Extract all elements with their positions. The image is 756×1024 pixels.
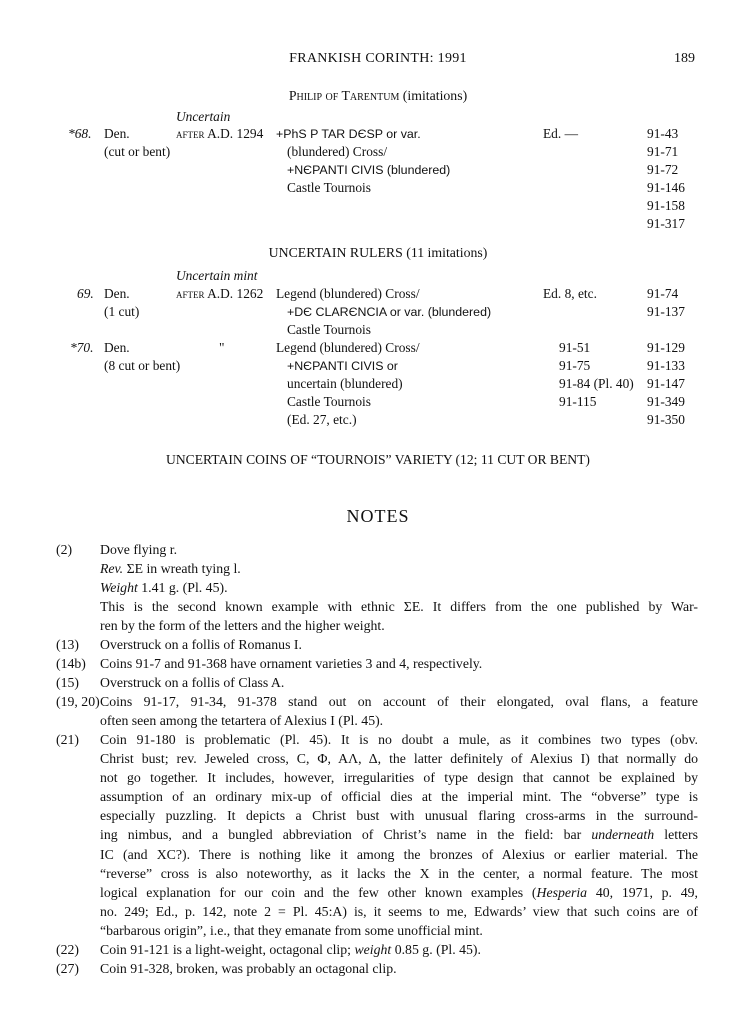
note-line (100, 883, 698, 902)
note-number: (14b) (56, 656, 86, 671)
description-line: Castle Tournois (287, 394, 371, 409)
note-line: Dove flying r. (100, 542, 178, 557)
note-line: not go together. It includes, however, irregularities of type design that cannot be explained by (100, 770, 698, 786)
date: after A.D. 1262 (176, 286, 264, 301)
inventory-number: 91-350 (647, 412, 685, 427)
inventory-number: 91-72 (647, 162, 679, 177)
date: after A.D. 1294 (176, 126, 264, 141)
note-line: Overstruck on a follis of Class A. (100, 675, 285, 690)
note-line: Coin 91-328, broken, was probably an octagonal clip. (100, 961, 397, 976)
note-line: often seen among the tetartera of Alexius I (Pl. 45). (100, 713, 384, 729)
inventory-number: 91-146 (647, 180, 685, 195)
reverse-legend (287, 303, 491, 321)
note-number: (19, 20) (56, 694, 100, 709)
note-text: 40, 1971, p. 49, (595, 884, 699, 900)
label-weight: weight (354, 942, 392, 957)
edwards-reference: Ed. 8, etc. (543, 286, 597, 301)
running-header: FRANKISH CORINTH: 1991 (289, 51, 467, 66)
description-line: Castle Tournois (287, 180, 371, 195)
note-text: 1.41 g. (Pl. 45). (141, 580, 228, 596)
inventory-number: 91-43 (647, 126, 679, 141)
section-heading-philip (0, 88, 756, 104)
note-line (100, 559, 698, 578)
description-line: (blundered) Cross/ (287, 144, 388, 159)
reverse-legend: +NЄPANTI CIVIS (blundered) (287, 163, 451, 177)
inventory-number: 91-133 (647, 358, 685, 373)
label-rev: Rev. (100, 561, 124, 577)
denomination: Den. (104, 126, 130, 141)
inventory-number: 91-317 (647, 216, 685, 231)
note-number: (22) (56, 942, 79, 957)
note-number: (21) (56, 732, 79, 747)
description-line: (Ed. 27, etc.) (287, 412, 357, 427)
note-number: (15) (56, 675, 79, 690)
inventory-number: 91-75 (559, 358, 591, 373)
legend-text: +NЄPANTI CIVIS or (287, 359, 398, 373)
note-line: “barbarous origin”, i.e., that they emanate from some unofficial mint. (100, 922, 483, 938)
note-line: This is the second known example with ethnic ΣE. It differs from the one published by War- (100, 599, 698, 615)
note-13 (56, 635, 698, 654)
emphasis: underneath (591, 827, 655, 843)
inventory-number: 91-84 (Pl. 40) (559, 376, 634, 391)
note-number: (13) (56, 637, 79, 652)
reverse-legend (287, 357, 398, 375)
note-line: especially puzzling. It depicts a Christ bust with unusual flaring cross-arms in the surround- (100, 808, 698, 824)
obverse-legend: +PhS P TAR DЄSP or var. (276, 127, 421, 141)
description-line: uncertain (blundered) (287, 376, 403, 391)
note-line: “reverse” cross is also noteworthy, as it lacks the X in the center, a normal feature. The most (100, 865, 698, 881)
note-text: logical explanation for our coin and the few other known examples ( (100, 884, 537, 900)
page-number: 189 (674, 51, 695, 66)
note-text: ing nimbus, and a bungled abbreviation of Christ’s name in the field: bar (100, 827, 582, 843)
note-line: Coin 91-180 is problematic (Pl. 45). It is no doubt a mule, as it combines two types (obv. (100, 732, 698, 747)
note-line: assumption of an ordinary mix-up of official dies at the imperial mint. The “obverse” type is (100, 789, 698, 805)
note-text: 0.85 g. (Pl. 45). (394, 942, 481, 957)
note-line: Overstruck on a follis of Romanus I. (100, 637, 302, 652)
cut-note: (8 cut or bent) (104, 358, 181, 373)
note-line: ren by the form of the letters and the higher weight. (100, 618, 385, 634)
note-14b (56, 654, 698, 673)
note-number: (27) (56, 961, 79, 976)
note-line: Christ bust; rev. Jeweled cross, C, Φ, ΑΛ, Δ, the latter definitely of Alexius I) that normally do (100, 751, 698, 767)
note-line: IC (and XC?). There is nothing like it among the bronzes of Alexius or earlier material. The (100, 846, 698, 862)
cut-note: (1 cut) (104, 304, 140, 319)
denomination: Den. (104, 340, 130, 355)
journal-title: Hesperia (536, 884, 588, 900)
entry-number: *68. (68, 126, 92, 141)
inventory-number: 91-158 (647, 198, 685, 213)
note-line: Coins 91-7 and 91-368 have ornament varieties 3 and 4, respectively. (100, 656, 483, 671)
note-text: Coin 91-121 is a light-weight, octagonal clip; (100, 942, 351, 957)
note-line (100, 940, 698, 959)
inventory-number: 91-349 (647, 394, 685, 409)
note-21 (56, 730, 698, 940)
note-27 (56, 959, 698, 978)
note-line: Coins 91-17, 91-34, 91-378 stand out on account of their elongated, oval flans, a feature (100, 694, 698, 709)
inventory-number: 91-51 (559, 340, 591, 355)
description-line: Castle Tournois (287, 322, 371, 337)
note-15 (56, 673, 698, 692)
note-19-20 (56, 692, 698, 730)
inventory-number: 91-74 (647, 286, 679, 301)
inventory-number: 91-129 (647, 340, 685, 355)
note-text: ΣE in wreath tying l. (126, 561, 241, 577)
note-line (100, 578, 698, 597)
inventory-number: 91-71 (647, 144, 679, 159)
date-heading-uncertain-mint: Uncertain mint (176, 268, 258, 283)
philip-heading-name: Philip of Tarentum (288, 88, 400, 103)
note-number: (2) (56, 542, 73, 557)
note-line (100, 825, 698, 844)
section-heading-rulers: UNCERTAIN RULERS (11 imitations) (268, 245, 488, 260)
notes-heading: NOTES (346, 506, 410, 526)
entry-number: 69. (77, 286, 94, 301)
ditto-mark: " (219, 340, 225, 355)
inventory-number: 91-137 (647, 304, 685, 319)
note-2 (56, 540, 698, 635)
label-weight: Weight (100, 580, 138, 596)
section-heading-tournois: UNCERTAIN COINS OF “TOURNOIS” VARIETY (12; 11 CUT OR BENT) (166, 452, 590, 467)
note-line: no. 249; Ed., p. 142, note 2 = Pl. 45:A) is, it seems to me, Edwards’ view that such coins are of (100, 903, 698, 919)
description-line: Legend (blundered) Cross/ (276, 340, 420, 355)
note-text: letters (664, 827, 698, 843)
inventory-number: 91-147 (647, 376, 685, 391)
legend-text: +DЄ CLARЄNCIA or var. (blundered) (287, 305, 492, 319)
description-line: Legend (blundered) Cross/ (276, 286, 420, 301)
note-22 (56, 940, 698, 959)
inventory-number: 91-115 (559, 394, 597, 409)
philip-heading-rest: (imitations) (402, 88, 468, 103)
date-heading-uncertain: Uncertain (176, 109, 231, 124)
edwards-reference: Ed. — (543, 126, 578, 141)
denomination: Den. (104, 286, 130, 301)
cut-note: (cut or bent) (104, 144, 171, 159)
entry-number: *70. (70, 340, 94, 355)
